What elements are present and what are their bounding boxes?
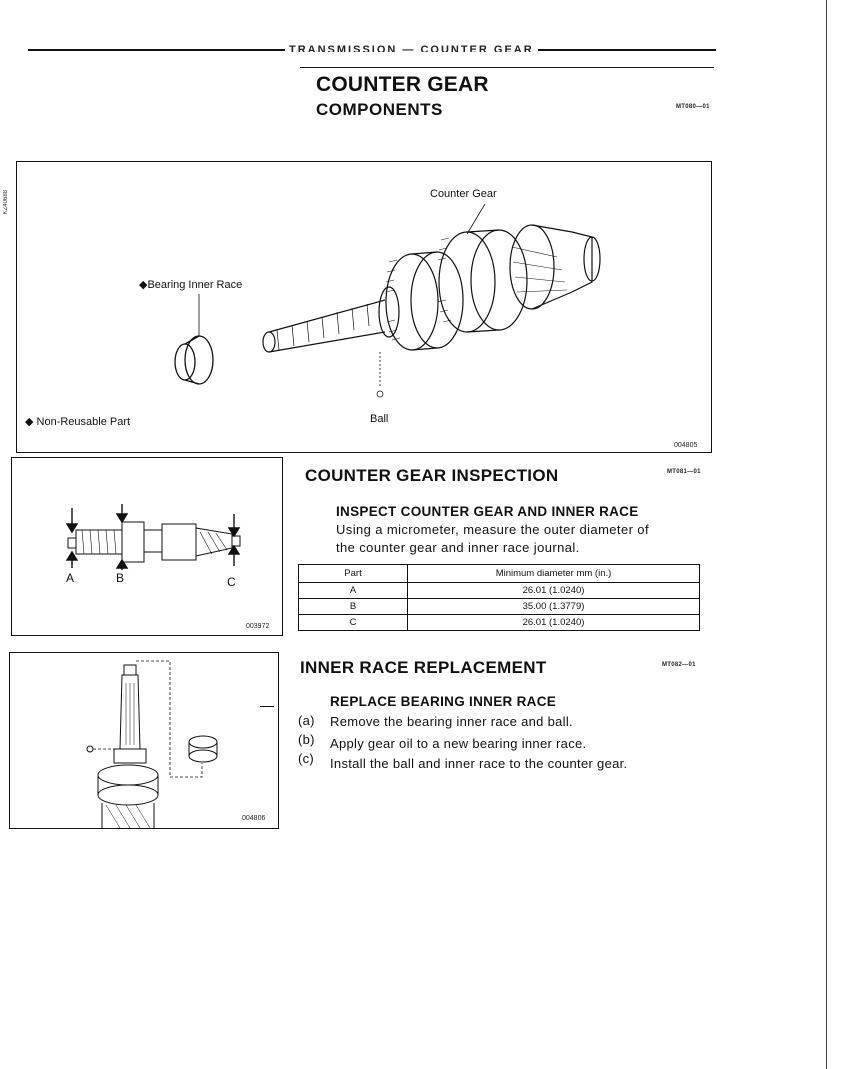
figure-code: 003972 [246, 623, 270, 630]
inspection-code: MT081—01 [667, 469, 701, 475]
step-b-text: Apply gear oil to a new bearing inner race. [330, 736, 587, 751]
bearing-inner-race-label: ◆Bearing Inner Race [139, 279, 243, 291]
point-label-b: B [116, 571, 125, 585]
inspection-instruction-1: Using a micrometer, measure the outer diameter of [336, 522, 649, 537]
margin-tick [260, 706, 274, 707]
counter-gear-illustration [17, 162, 711, 452]
table-cell-diameter: 26.01 (1.0240) [408, 583, 700, 599]
table-cell-part: A [299, 583, 408, 599]
figure-code: 004805 [674, 442, 698, 449]
non-reusable-legend: ◆ Non-Reusable Part [25, 416, 131, 428]
table-cell-diameter: 26.01 (1.0240) [408, 615, 700, 631]
replacement-figure [9, 652, 279, 829]
page-subtitle: COMPONENTS [316, 100, 443, 119]
table-cell-part: C [299, 615, 408, 631]
replacement-subheading: REPLACE BEARING INNER RACE [330, 694, 557, 709]
step-c-marker: (c) [298, 751, 315, 766]
table-header-diameter: Minimum diameter mm (in.) [408, 565, 700, 583]
inspection-figure [11, 457, 283, 636]
step-a-marker: (a) [298, 713, 315, 728]
table-cell-part: B [299, 599, 408, 615]
components-figure [16, 161, 712, 453]
inspection-instruction-2: the counter gear and inner race journal. [336, 540, 580, 555]
minimum-diameter-table [298, 564, 700, 631]
table-header-part: Part [299, 565, 408, 583]
point-label-c: C [227, 575, 236, 589]
step-a-text: Remove the bearing inner race and ball. [330, 714, 573, 729]
race-installation-illustration [10, 653, 278, 828]
table-header-row [299, 565, 700, 583]
step-c-text: Install the ball and inner race to the counter gear. [330, 756, 628, 771]
step-b-marker: (b) [298, 732, 315, 747]
inspection-subheading: INSPECT COUNTER GEAR AND INNER RACE [336, 504, 639, 519]
table-row [299, 599, 700, 615]
inspection-heading: COUNTER GEAR INSPECTION [305, 466, 559, 485]
counter-gear-label: Counter Gear [430, 188, 497, 200]
table-row [299, 615, 700, 631]
page-title: COUNTER GEAR [316, 73, 489, 96]
point-label-a: A [66, 571, 75, 585]
replacement-code: MT082—01 [662, 662, 696, 668]
micrometer-points-illustration [12, 458, 282, 635]
margin-code: KZ40688 [3, 190, 9, 215]
replacement-heading: INNER RACE REPLACEMENT [300, 658, 547, 677]
section-code: MT080—01 [676, 104, 710, 110]
table-row [299, 583, 700, 599]
table-cell-diameter: 35.00 (1.3779) [408, 599, 700, 615]
figure-code: 004806 [242, 815, 266, 822]
header-rule-lower [300, 67, 714, 68]
ball-label: Ball [370, 413, 389, 425]
scan-edge [826, 0, 827, 1069]
running-head: TRANSMISSION — COUNTER GEAR [285, 44, 538, 52]
